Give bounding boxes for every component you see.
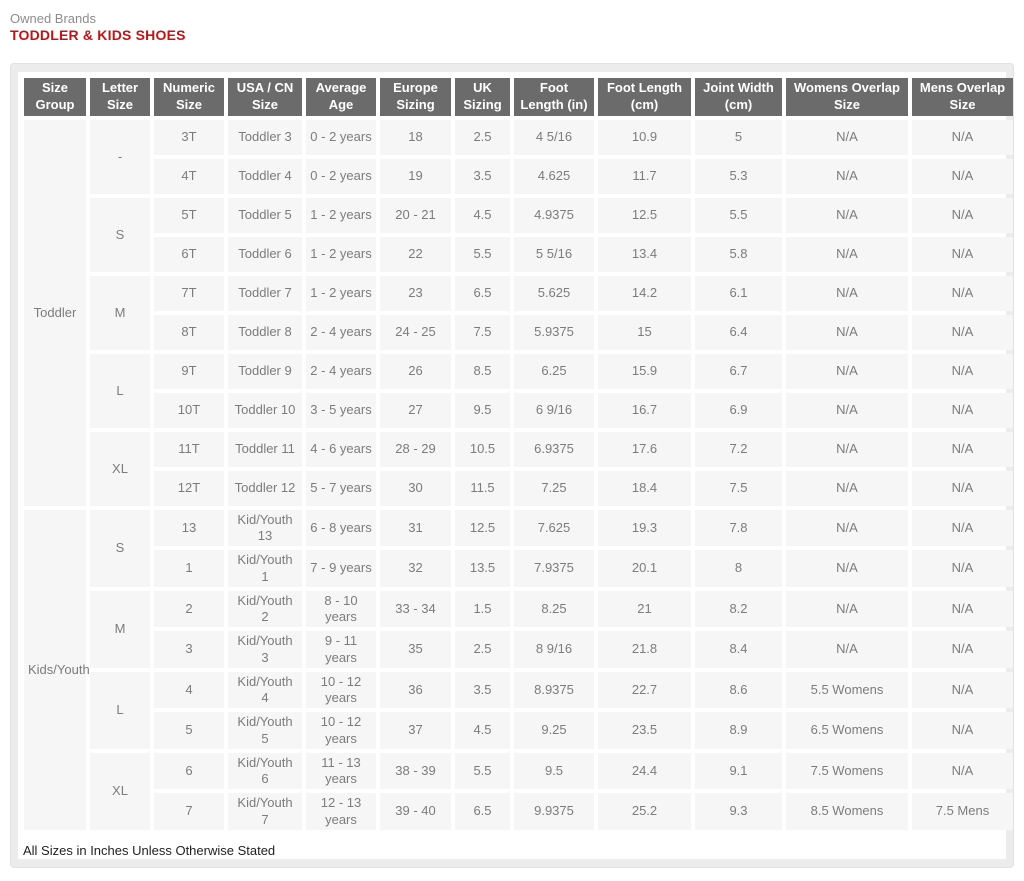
table-row [24,591,1013,628]
table-cell-joint-cm: 7.8 [695,510,782,547]
table-cell-uk: 6.5 [455,793,510,830]
table-cell-joint-cm: 9.3 [695,793,782,830]
letter-size-cell: - [90,120,150,194]
table-cell-numeric: 4T [154,159,224,194]
table-cell-foot-cm: 24.4 [598,753,691,790]
table-cell-age: 1 - 2 years [306,276,376,311]
table-cell-foot-cm: 23.5 [598,712,691,749]
table-cell-uk: 2.5 [455,120,510,155]
table-cell-womens: N/A [786,471,908,506]
table-cell-joint-cm: 5.5 [695,198,782,233]
table-cell-numeric: 1 [154,550,224,587]
table-row [24,276,1013,311]
table-cell-womens: N/A [786,432,908,467]
column-header: Foot Length (in) [514,78,594,116]
table-cell-europe: 39 - 40 [380,793,451,830]
table-cell-foot-cm: 21 [598,591,691,628]
table-cell-age: 1 - 2 years [306,198,376,233]
table-cell-foot-cm: 19.3 [598,510,691,547]
table-cell-numeric: 2 [154,591,224,628]
table-row [24,432,1013,467]
table-cell-uk: 7.5 [455,315,510,350]
table-cell-usa-cn: Kid/Youth 5 [228,712,302,749]
table-cell-usa-cn: Toddler 11 [228,432,302,467]
table-cell-mens: N/A [912,159,1013,194]
table-cell-mens: N/A [912,120,1013,155]
size-group-cell: Kids/Youth [24,510,86,830]
table-cell-womens: N/A [786,354,908,389]
table-cell-uk: 10.5 [455,432,510,467]
table-cell-usa-cn: Kid/Youth 6 [228,753,302,790]
table-row [24,631,1013,668]
table-cell-numeric: 7 [154,793,224,830]
table-cell-uk: 8.5 [455,354,510,389]
table-cell-europe: 35 [380,631,451,668]
table-cell-mens: N/A [912,712,1013,749]
letter-size-cell: S [90,198,150,272]
table-cell-usa-cn: Kid/Youth 4 [228,672,302,709]
table-cell-mens: N/A [912,393,1013,428]
table-cell-joint-cm: 8.2 [695,591,782,628]
table-cell-foot-in: 9.5 [514,753,594,790]
table-cell-usa-cn: Toddler 4 [228,159,302,194]
letter-size-cell: XL [90,753,150,830]
table-cell-age: 0 - 2 years [306,159,376,194]
table-cell-womens: N/A [786,550,908,587]
table-cell-foot-cm: 16.7 [598,393,691,428]
table-cell-womens: 5.5 Womens [786,672,908,709]
chart-panel [10,63,1014,868]
table-cell-foot-in: 9.9375 [514,793,594,830]
table-cell-numeric: 13 [154,510,224,547]
table-cell-foot-in: 6.25 [514,354,594,389]
column-header: Foot Length (cm) [598,78,691,116]
table-cell-foot-in: 4.9375 [514,198,594,233]
table-cell-numeric: 9T [154,354,224,389]
table-cell-foot-in: 8.25 [514,591,594,628]
table-cell-age: 10 - 12 years [306,712,376,749]
footnote: All Sizes in Inches Unless Otherwise Stated [23,842,276,858]
table-cell-age: 0 - 2 years [306,120,376,155]
table-cell-uk: 5.5 [455,237,510,272]
table-cell-numeric: 8T [154,315,224,350]
table-cell-uk: 12.5 [455,510,510,547]
table-cell-europe: 22 [380,237,451,272]
table-cell-womens: 6.5 Womens [786,712,908,749]
table-cell-numeric: 11T [154,432,224,467]
table-cell-uk: 9.5 [455,393,510,428]
table-cell-mens: 7.5 Mens [912,793,1013,830]
table-cell-numeric: 4 [154,672,224,709]
table-cell-joint-cm: 9.1 [695,753,782,790]
table-cell-europe: 18 [380,120,451,155]
table-row [24,237,1013,272]
table-cell-usa-cn: Kid/Youth 1 [228,550,302,587]
table-cell-mens: N/A [912,753,1013,790]
table-cell-womens: N/A [786,393,908,428]
table-cell-age: 11 - 13 years [306,753,376,790]
letter-size-cell: L [90,354,150,428]
table-cell-europe: 32 [380,550,451,587]
table-row [24,354,1013,389]
table-cell-foot-in: 9.25 [514,712,594,749]
table-row [24,315,1013,350]
table-cell-age: 3 - 5 years [306,393,376,428]
letter-size-cell: M [90,276,150,350]
breadcrumb: Owned Brands [10,11,96,26]
table-header-row [24,78,1013,116]
table-row [24,393,1013,428]
table-cell-numeric: 7T [154,276,224,311]
table-cell-womens: N/A [786,276,908,311]
table-cell-joint-cm: 6.7 [695,354,782,389]
table-cell-age: 6 - 8 years [306,510,376,547]
table-cell-foot-cm: 12.5 [598,198,691,233]
size-chart-table [20,74,1017,834]
table-cell-foot-in: 6.9375 [514,432,594,467]
table-cell-joint-cm: 8.9 [695,712,782,749]
column-header: Numeric Size [154,78,224,116]
table-cell-usa-cn: Toddler 3 [228,120,302,155]
table-cell-womens: 7.5 Womens [786,753,908,790]
table-cell-foot-in: 4.625 [514,159,594,194]
table-cell-age: 8 - 10 years [306,591,376,628]
table-cell-europe: 28 - 29 [380,432,451,467]
table-cell-numeric: 5T [154,198,224,233]
table-cell-mens: N/A [912,672,1013,709]
table-row [24,793,1013,830]
table-cell-foot-in: 4 5/16 [514,120,594,155]
table-row [24,471,1013,506]
table-cell-europe: 26 [380,354,451,389]
table-cell-mens: N/A [912,237,1013,272]
table-cell-womens: N/A [786,591,908,628]
letter-size-cell: S [90,510,150,587]
table-cell-foot-cm: 18.4 [598,471,691,506]
table-row [24,550,1013,587]
table-cell-age: 5 - 7 years [306,471,376,506]
table-cell-joint-cm: 6.1 [695,276,782,311]
table-cell-usa-cn: Toddler 9 [228,354,302,389]
table-cell-europe: 38 - 39 [380,753,451,790]
table-cell-usa-cn: Toddler 6 [228,237,302,272]
table-cell-usa-cn: Toddler 8 [228,315,302,350]
table-cell-mens: N/A [912,631,1013,668]
table-cell-usa-cn: Toddler 7 [228,276,302,311]
table-cell-foot-cm: 13.4 [598,237,691,272]
table-cell-joint-cm: 8.4 [695,631,782,668]
table-cell-europe: 27 [380,393,451,428]
table-cell-joint-cm: 5.8 [695,237,782,272]
table-cell-age: 2 - 4 years [306,315,376,350]
table-cell-womens: N/A [786,159,908,194]
table-cell-europe: 23 [380,276,451,311]
table-cell-usa-cn: Kid/Youth 2 [228,591,302,628]
table-row [24,712,1013,749]
letter-size-cell: M [90,591,150,668]
table-cell-mens: N/A [912,198,1013,233]
table-cell-europe: 30 [380,471,451,506]
table-cell-joint-cm: 6.9 [695,393,782,428]
table-cell-europe: 33 - 34 [380,591,451,628]
table-cell-joint-cm: 6.4 [695,315,782,350]
table-cell-womens: N/A [786,198,908,233]
table-cell-foot-in: 7.625 [514,510,594,547]
table-cell-numeric: 12T [154,471,224,506]
table-cell-uk: 3.5 [455,672,510,709]
table-cell-uk: 6.5 [455,276,510,311]
table-cell-mens: N/A [912,471,1013,506]
table-cell-numeric: 10T [154,393,224,428]
column-header: Size Group [24,78,86,116]
table-cell-usa-cn: Toddler 10 [228,393,302,428]
table-cell-foot-in: 8 9/16 [514,631,594,668]
size-group-cell: Toddler [24,120,86,506]
chart-panel-inner [18,72,1006,859]
table-cell-uk: 13.5 [455,550,510,587]
table-cell-numeric: 6 [154,753,224,790]
table-cell-usa-cn: Kid/Youth 7 [228,793,302,830]
table-cell-numeric: 3T [154,120,224,155]
table-cell-womens: N/A [786,510,908,547]
table-cell-usa-cn: Toddler 5 [228,198,302,233]
table-cell-foot-cm: 17.6 [598,432,691,467]
table-cell-foot-in: 8.9375 [514,672,594,709]
table-cell-womens: N/A [786,120,908,155]
table-cell-mens: N/A [912,550,1013,587]
table-cell-europe: 36 [380,672,451,709]
table-cell-foot-cm: 10.9 [598,120,691,155]
table-cell-womens: 8.5 Womens [786,793,908,830]
table-cell-foot-in: 7.9375 [514,550,594,587]
table-cell-age: 12 - 13 years [306,793,376,830]
table-cell-mens: N/A [912,510,1013,547]
table-cell-uk: 11.5 [455,471,510,506]
table-cell-numeric: 3 [154,631,224,668]
column-header: UK Sizing [455,78,510,116]
table-cell-foot-in: 5.9375 [514,315,594,350]
table-row [24,198,1013,233]
table-row [24,672,1013,709]
table-cell-age: 4 - 6 years [306,432,376,467]
table-cell-womens: N/A [786,315,908,350]
table-cell-europe: 37 [380,712,451,749]
table-cell-mens: N/A [912,315,1013,350]
table-cell-mens: N/A [912,276,1013,311]
column-header: Joint Width (cm) [695,78,782,116]
table-row [24,159,1013,194]
table-row [24,120,1013,155]
table-cell-age: 1 - 2 years [306,237,376,272]
table-cell-uk: 3.5 [455,159,510,194]
table-cell-mens: N/A [912,354,1013,389]
table-cell-uk: 2.5 [455,631,510,668]
table-cell-foot-cm: 14.2 [598,276,691,311]
table-cell-age: 10 - 12 years [306,672,376,709]
table-cell-uk: 4.5 [455,712,510,749]
table-cell-uk: 1.5 [455,591,510,628]
table-row [24,510,1013,547]
table-cell-joint-cm: 5.3 [695,159,782,194]
table-cell-mens: N/A [912,432,1013,467]
table-cell-europe: 20 - 21 [380,198,451,233]
table-cell-age: 9 - 11 years [306,631,376,668]
table-cell-europe: 31 [380,510,451,547]
column-header: USA / CN Size [228,78,302,116]
table-cell-age: 7 - 9 years [306,550,376,587]
table-cell-usa-cn: Kid/Youth 13 [228,510,302,547]
table-cell-usa-cn: Toddler 12 [228,471,302,506]
table-cell-joint-cm: 7.2 [695,432,782,467]
table-cell-joint-cm: 8.6 [695,672,782,709]
table-cell-foot-in: 6 9/16 [514,393,594,428]
table-cell-age: 2 - 4 years [306,354,376,389]
table-cell-uk: 5.5 [455,753,510,790]
table-cell-womens: N/A [786,237,908,272]
table-cell-mens: N/A [912,591,1013,628]
table-cell-foot-cm: 25.2 [598,793,691,830]
table-cell-foot-in: 7.25 [514,471,594,506]
letter-size-cell: L [90,672,150,749]
column-header: Letter Size [90,78,150,116]
table-cell-uk: 4.5 [455,198,510,233]
column-header: Europe Sizing [380,78,451,116]
table-cell-foot-cm: 15 [598,315,691,350]
table-cell-foot-cm: 20.1 [598,550,691,587]
table-cell-foot-cm: 11.7 [598,159,691,194]
table-cell-numeric: 5 [154,712,224,749]
table-cell-foot-in: 5.625 [514,276,594,311]
table-cell-foot-cm: 15.9 [598,354,691,389]
table-cell-joint-cm: 5 [695,120,782,155]
column-header: Mens Overlap Size [912,78,1013,116]
table-cell-foot-in: 5 5/16 [514,237,594,272]
table-cell-joint-cm: 8 [695,550,782,587]
table-cell-numeric: 6T [154,237,224,272]
page-title: TODDLER & KIDS SHOES [10,27,186,43]
table-cell-usa-cn: Kid/Youth 3 [228,631,302,668]
table-cell-womens: N/A [786,631,908,668]
column-header: Womens Overlap Size [786,78,908,116]
letter-size-cell: XL [90,432,150,506]
table-cell-foot-cm: 22.7 [598,672,691,709]
table-cell-foot-cm: 21.8 [598,631,691,668]
table-row [24,753,1013,790]
column-header: Average Age [306,78,376,116]
table-cell-joint-cm: 7.5 [695,471,782,506]
table-cell-europe: 24 - 25 [380,315,451,350]
table-cell-europe: 19 [380,159,451,194]
